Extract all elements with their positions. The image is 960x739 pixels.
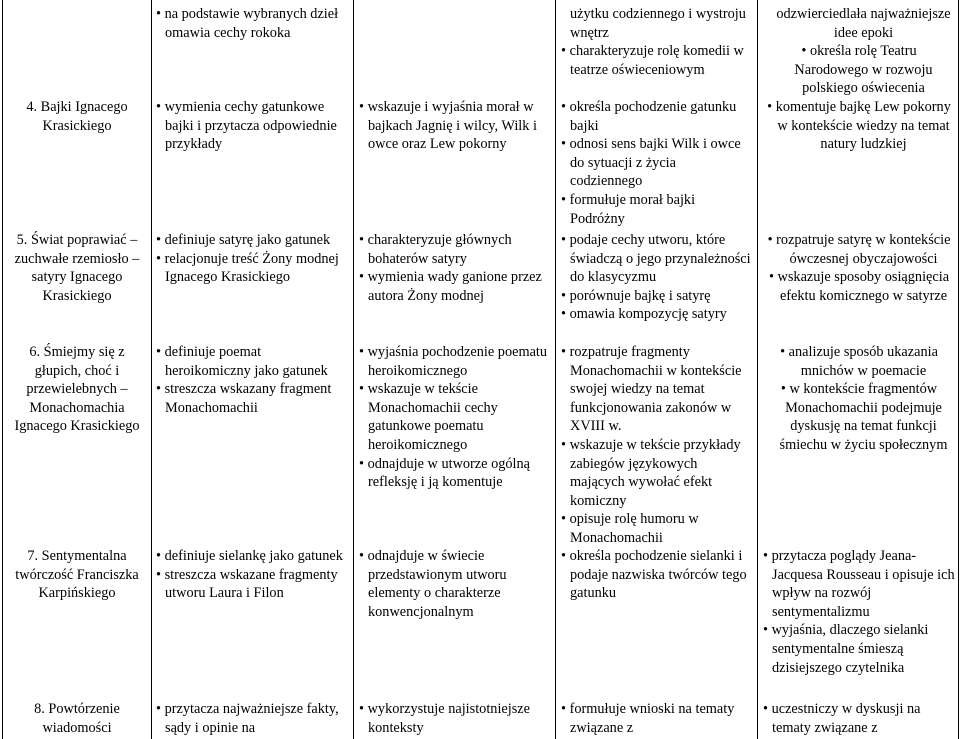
table-border-2 [353, 0, 354, 739]
list-item: • rozpatruje satyrę w kontekście ówczesnej obyczajowości [763, 231, 955, 268]
cell-top-col4 [763, 5, 955, 98]
list-item: • charakteryzuje głównych bohaterów satyry [359, 231, 551, 268]
list-item: • w kontekście fragmentów Monachomachii podejmuje dyskusję na temat funkcji śmiechu w życiu społecznym [763, 380, 955, 454]
list-item: • odnajduje w świecie przedstawionym utworu elementy o charakterze konwencjonalnym [359, 547, 551, 621]
list-item: • definiuje sielankę jako gatunek [156, 547, 348, 566]
list-item: • przytacza najważniejsze fakty, sądy i opinie na [156, 700, 348, 737]
list-item: • wyjaśnia pochodzenie poematu heroikomicznego [359, 343, 551, 380]
cell [359, 547, 551, 621]
cell [561, 343, 751, 548]
table-border-right [958, 0, 959, 739]
list-item: • wskazuje w tekście Monachomachii cechy gatunkowe poematu heroikomicznego [359, 380, 551, 454]
list-item-continuation: odzwierciedlała najważniejsze idee epoki [776, 6, 951, 41]
cell-top-col3 [561, 5, 751, 79]
list-item: • streszcza wskazany fragment Monachomachii [156, 380, 348, 417]
list-item: • formułuje morał bajki Podróżny [561, 191, 751, 228]
list-item: • definiuje satyrę jako gatunek [156, 231, 348, 250]
cell [156, 700, 348, 737]
cell [561, 547, 751, 603]
cell [561, 231, 751, 324]
topic-cell: 7. Sentymentalna twórczość Franciszka Karpińskiego [15, 548, 139, 602]
list-item: • podaje cechy utworu, które świadczą o jego przynależności do klasycyzmu [561, 231, 751, 287]
topic-cell: 4. Bajki Ignacego Krasickiego [26, 99, 128, 134]
table-border-left [2, 0, 3, 739]
list-item: • przytacza poglądy Jeana-Jacquesa Rousseau i opisuje ich wpływ na rozwój sentymentalizmu [763, 547, 955, 621]
cell [763, 98, 955, 154]
list-item: • rozpatruje fragmenty Monachomachii w kontekście swojej wiedzy na temat funkcjonowania zakonów w XVIII w. [561, 343, 751, 436]
list-item: • analizuje sposób ukazania mnichów w poemacie [763, 343, 955, 380]
cell [763, 343, 955, 455]
list-item: • na podstawie wybranych dzieł omawia cechy rokoka [156, 5, 348, 42]
cell [359, 700, 551, 737]
cell [359, 231, 551, 305]
cell [156, 98, 348, 154]
list-item: • wykorzystuje najistotniejsze konteksty [359, 700, 551, 737]
list-item: • definiuje poemat heroikomiczny jako gatunek [156, 343, 348, 380]
list-item: • określa pochodzenie gatunku bajki [561, 98, 751, 135]
topic-cell: 8. Powtórzenie wiadomości [34, 701, 120, 736]
cell [763, 547, 955, 677]
list-item: • opisuje rolę humoru w Monachomachii [561, 510, 751, 547]
list-item: • omawia kompozycję satyry [561, 305, 751, 324]
list-item: • charakteryzuje rolę komedii w teatrze oświeceniowym [561, 42, 751, 79]
list-item: • odnajduje w utworze ogólną refleksję i ją komentuje [359, 455, 551, 492]
list-item: • wymienia cechy gatunkowe bajki i przytacza odpowiednie przykłady [156, 98, 348, 154]
list-item: • wskazuje w tekście przykłady zabiegów językowych mających wywołać efekt komiczny [561, 436, 751, 510]
cell [561, 98, 751, 228]
list-item: • wskazuje i wyjaśnia morał w bajkach Jagnię i wilcy, Wilk i owce oraz Lew pokorny [359, 98, 551, 154]
cell [763, 231, 955, 305]
list-item: • określa pochodzenie sielanki i podaje nazwiska twórców tego gatunku [561, 547, 751, 603]
list-item: • formułuje wnioski na tematy związane z [561, 700, 751, 737]
table-border-4 [757, 0, 758, 739]
list-item: • streszcza wskazane fragmenty utworu Laura i Filon [156, 566, 348, 603]
list-item: • relacjonuje treść Żony modnej Ignacego Krasickiego [156, 250, 348, 287]
list-item: • odnosi sens bajki Wilk i owce do sytuacji z życia codziennego [561, 135, 751, 191]
cell [156, 547, 348, 603]
cell [561, 700, 751, 737]
table-border-1 [151, 0, 152, 739]
list-item: • określa rolę Teatru Narodowego w rozwoju polskiego oświecenia [763, 42, 955, 98]
cell [763, 700, 955, 737]
cell-top-col1 [156, 5, 348, 42]
list-item: • wymienia wady ganione przez autora Żony modnej [359, 268, 551, 305]
topic-cell: 6. Śmiejmy się z głupich, choć i przewielebnych – Monachomachia Ignacego Krasickiego [14, 344, 140, 435]
cell [156, 231, 348, 287]
list-item: • wskazuje sposoby osiągnięcia efektu komicznego w satyrze [763, 268, 955, 305]
list-item: • porównuje bajkę i satyrę [561, 287, 751, 306]
cell [156, 343, 348, 417]
cell [359, 98, 551, 154]
list-item: • wyjaśnia, dlaczego sielanki sentymentalne śmieszą dzisiejszego czytelnika [763, 621, 955, 677]
cell [359, 343, 551, 492]
table-border-3 [555, 0, 556, 739]
topic-cell: 5. Świat poprawiać – zuchwałe rzemiosło – satyry Ignacego Krasickiego [14, 232, 140, 304]
list-item: • komentuje bajkę Lew pokorny w kontekście wiedzy na temat natury ludzkiej [763, 98, 955, 154]
list-item-continuation: użytku codziennego i wystroju wnętrz [570, 6, 746, 41]
list-item: • uczestniczy w dyskusji na tematy związane z [763, 700, 955, 737]
